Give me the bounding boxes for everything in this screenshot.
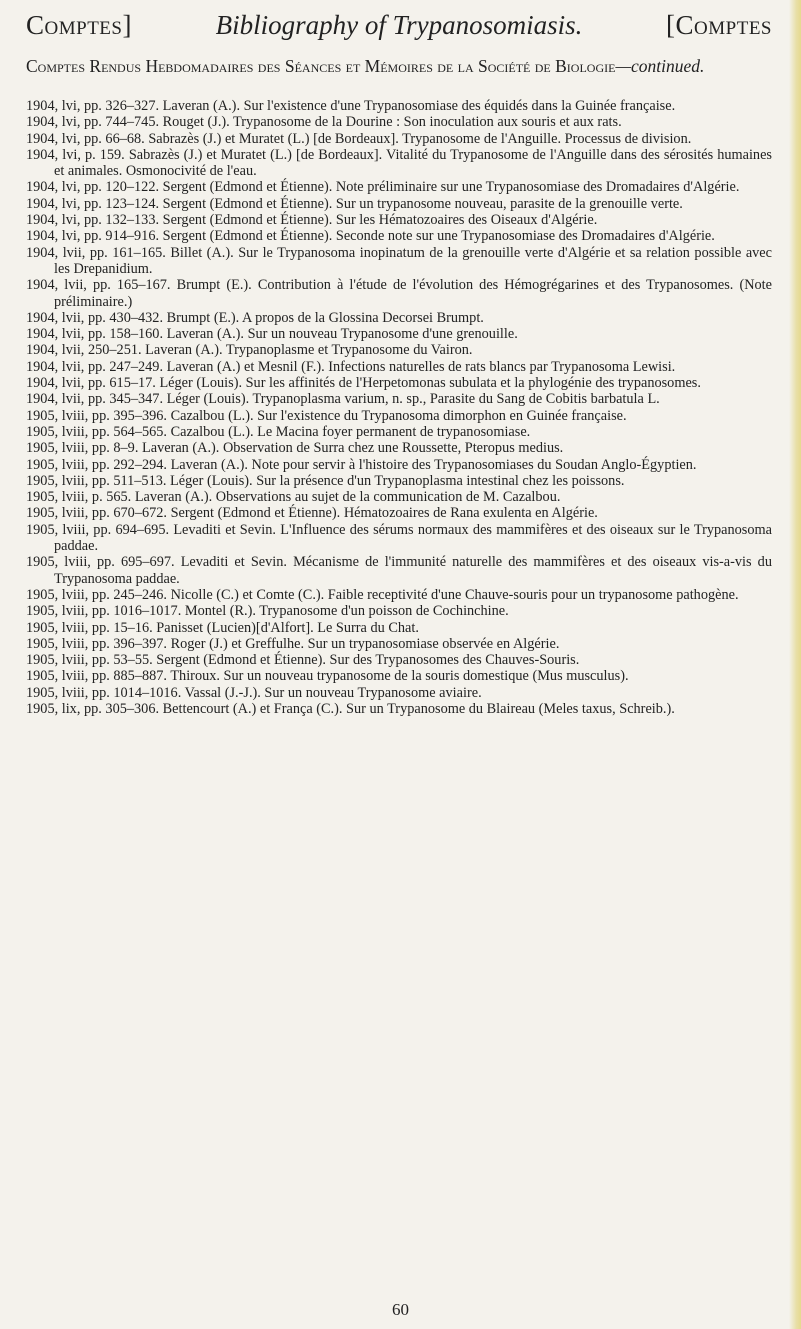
bibliography-entry <box>26 375 772 391</box>
entry-text: Sergent (Edmond et Étienne). Sur les Hématozoaires des Oiseaux d'Algérie. <box>162 212 598 229</box>
entry-citation: 1904, lvii, pp. 158–160. <box>26 326 164 343</box>
entry-citation: 1905, lviii, p. 565. <box>26 489 132 506</box>
entry-citation: 1904, lvii, pp. 161–165. <box>26 244 166 261</box>
entry-citation: 1905, lviii, pp. 395–396. <box>26 407 167 424</box>
entry-citation: 1904, lvi, pp. 120–122. <box>26 179 160 196</box>
entry-citation: 1905, lviii, pp. 1014–1016. <box>26 684 182 701</box>
entry-text: Laveran (A.). Sur un nouveau Trypanosome d'une grenouille. <box>166 326 518 343</box>
entry-text: Cazalbou (L.). Le Macina foyer permanent de trypanosomiase. <box>170 423 531 440</box>
entry-text: Léger (Louis). Trypanoplasma varium, n. sp., Parasite du Sang de Cobitis barbatula L. <box>166 391 660 408</box>
bibliography-entry <box>26 131 772 147</box>
entry-text: Brumpt (E.). Contribution à l'étude de l'évolution des Hémogrégarines et des Trypanosomes. (Note préliminaire.) <box>54 277 772 310</box>
entry-text: Laveran (A.). Observation de Surra chez une Roussette, Pteropus medius. <box>141 440 564 457</box>
entry-text: Levaditi et Sevin. L'Influence des sérums normaux des mammifères et des oiseaux sur le Trypanosoma paddae. <box>54 521 772 555</box>
entry-citation: 1904, lvi, pp. 326–327. <box>26 98 160 114</box>
entry-citation: 1904, lvii, pp. 165–167. <box>26 277 171 294</box>
bibliography-entry <box>26 277 772 310</box>
entry-citation: 1905, lviii, pp. 564–565. <box>26 423 167 440</box>
bibliography-entry <box>26 554 772 587</box>
entry-citation: 1905, lviii, pp. 15–16. <box>26 619 153 636</box>
entry-text: Sergent (Edmond et Étienne). Note préliminaire sur une Trypanosomiase des Dromadaires d'Algérie. <box>162 179 740 196</box>
entry-citation: 1905, lviii, pp. 694–695. <box>26 521 170 538</box>
bibliography-entry <box>26 326 772 342</box>
entry-citation: 1904, lvii, pp. 615–17. <box>26 375 156 392</box>
bibliography-entry <box>26 228 772 244</box>
entry-citation: 1905, lviii, pp. 245–246. <box>26 586 167 603</box>
entry-citation: 1904, lvi, pp. 66–68. <box>26 130 145 147</box>
entry-text: Montel (R.). Trypanosome d'un poisson de Cochinchine. <box>184 603 509 620</box>
entry-citation: 1905, lix, pp. 305–306. <box>26 700 160 717</box>
bibliography-entry <box>26 408 772 424</box>
entry-citation: 1904, lvi, pp. 914–916. <box>26 228 160 245</box>
entry-text: Rouget (J.). Trypanosome de la Dourine : Son inoculation aux souris et aux rats. <box>162 114 622 131</box>
bibliography-entry <box>26 603 772 619</box>
bibliography-entry <box>26 310 772 326</box>
section-continued: —continued. <box>615 56 705 76</box>
bibliography-entry <box>26 440 772 456</box>
entry-citation: 1905, lviii, pp. 53–55. <box>26 652 153 669</box>
page-edge <box>789 0 801 1329</box>
entry-text: Laveran (A.). Observations au sujet de la communication de M. Cazalbou. <box>134 489 561 506</box>
entry-text: Levaditi et Sevin. Mécanisme de l'immunité naturelle des mammifères et des oiseaux vis-a-vis du Trypanosoma paddae. <box>54 554 772 587</box>
entry-text: Laveran (A.). Trypanoplasme et Trypanosome du Vairon. <box>145 342 473 359</box>
entry-text: Sabrazès (J.) et Muratet (L.) [de Bordeaux]. Vitalité du Trypanosome de l'Anguille dans des sérosités humaines et animales. Osmonocivité de l'eau. <box>54 146 772 180</box>
bibliography-list <box>26 98 772 717</box>
entry-citation: 1905, lviii, pp. 292–294. <box>26 456 167 473</box>
bibliography-entry <box>26 424 772 440</box>
entry-text: Bettencourt (A.) et França (C.). Sur un Trypanosome du Blaireau (Meles taxus, Schreib.). <box>162 700 675 717</box>
entry-citation: 1904, lvi, pp. 132–133. <box>26 212 160 229</box>
entry-text: Brumpt (E.). A propos de la Glossina Decorsei Brumpt. <box>166 309 484 326</box>
bibliography-entry <box>26 212 772 228</box>
bibliography-entry <box>26 701 772 717</box>
header-title: Bibliography of Trypanosomiasis. <box>215 10 583 40</box>
entry-text: Léger (Louis). Sur la présence d'un Trypanoplasma intestinal chez les poissons. <box>170 472 625 489</box>
bibliography-entry <box>26 652 772 668</box>
bibliography-entry <box>26 359 772 375</box>
entry-citation: 1904, lvi, pp. 744–745. <box>26 114 160 131</box>
entry-citation: 1904, lvii, pp. 247–249. <box>26 358 164 375</box>
entry-text: Panisset (Lucien)[d'Alfort]. Le Surra du Chat. <box>156 619 419 636</box>
bibliography-entry <box>26 147 772 180</box>
page-number: 60 <box>392 1300 409 1319</box>
entry-citation: 1905, lviii, pp. 511–513. <box>26 472 167 489</box>
bibliography-entry <box>26 685 772 701</box>
entry-citation: 1904, lvii, pp. 345–347. <box>26 391 164 408</box>
bibliography-entry <box>26 505 772 521</box>
entry-text: Sergent (Edmond et Étienne). Sur des Trypanosomes des Chauves-Souris. <box>156 652 580 669</box>
entry-citation: 1904, lvii, 250–251. <box>26 342 142 359</box>
bibliography-entry <box>26 457 772 473</box>
entry-text: Nicolle (C.) et Comte (C.). Faible receptivité d'une Chauve-souris pour un trypanosome pathogène. <box>170 586 739 603</box>
entry-citation: 1905, lviii, pp. 1016–1017. <box>26 603 182 620</box>
entry-citation: 1904, lvii, pp. 430–432. <box>26 309 164 326</box>
bibliography-entry <box>26 245 772 278</box>
entry-citation: 1904, lvi, pp. 123–124. <box>26 195 160 212</box>
entry-text: Cazalbou (L.). Sur l'existence du Trypanosoma dimorphon en Guinée française. <box>170 407 627 424</box>
bibliography-entry <box>26 391 772 407</box>
entry-citation: 1905, lviii, pp. 885–887. <box>26 668 167 685</box>
bibliography-entry <box>26 473 772 489</box>
bibliography-entry <box>26 620 772 636</box>
bibliography-entry <box>26 179 772 195</box>
entry-citation: 1905, lviii, pp. 695–697. <box>26 554 175 571</box>
entry-text: Roger (J.) et Greffulhe. Sur un trypanosomiase observée en Algérie. <box>170 635 560 652</box>
bibliography-entry <box>26 196 772 212</box>
header-left: Comptes] <box>26 10 132 40</box>
section-title: Comptes Rendus Hebdomadaires des Séances et Mémoires de la Société de Biologie <box>26 56 616 76</box>
entry-text: Sergent (Edmond et Étienne). Sur un trypanosome nouveau, parasite de la grenouille verte. <box>162 195 683 212</box>
section-heading <box>26 55 772 77</box>
entry-text: Laveran (A.). Sur l'existence d'une Trypanosomiase des équidés dans la Guinée française. <box>162 98 676 114</box>
entry-citation: 1905, lviii, pp. 8–9. <box>26 440 139 457</box>
entry-text: Laveran (A.). Note pour servir à l'histoire des Trypanosomiases du Soudan Anglo-Égyptien. <box>170 456 697 473</box>
bibliography-entry <box>26 342 772 358</box>
bibliography-entry <box>26 636 772 652</box>
entry-text: Sergent (Edmond et Étienne). Hématozoaires de Rana exulenta en Algérie. <box>170 505 598 522</box>
entry-citation: 1905, lviii, pp. 670–672. <box>26 505 167 522</box>
bibliography-entry <box>26 489 772 505</box>
entry-text: Sabrazès (J.) et Muratet (L.) [de Bordeaux]. Trypanosome de l'Anguille. Processus de division. <box>148 130 692 147</box>
entry-text: Laveran (A.) et Mesnil (F.). Infections naturelles de rats blancs par Trypanosoma Lewisi. <box>166 358 676 375</box>
entry-text: Thiroux. Sur un nouveau trypanosome de la souris domestique (Mus musculus). <box>170 668 629 685</box>
running-header <box>26 8 772 42</box>
entry-text: Vassal (J.-J.). Sur un nouveau Trypanosome aviaire. <box>184 684 482 701</box>
entry-citation: 1905, lviii, pp. 396–397. <box>26 635 167 652</box>
bibliography-entry <box>26 668 772 684</box>
entry-citation: 1904, lvi, p. 159. <box>26 146 125 163</box>
entry-text: Léger (Louis). Sur les affinités de l'Herpetomonas subulata et la phylogénie des trypanosomes. <box>159 375 701 392</box>
bibliography-entry <box>26 98 772 114</box>
entry-text: Billet (A.). Sur le Trypanosoma inopinatum de la grenouille verte d'Algérie et sa relation possible avec les Drepanidium. <box>54 244 773 277</box>
bibliography-entry <box>26 522 772 555</box>
header-right: [Comptes <box>666 10 772 40</box>
bibliography-entry <box>26 587 772 603</box>
entry-text: Sergent (Edmond et Étienne). Seconde note sur une Trypanosomiase des Dromadaires d'Algérie. <box>162 228 715 245</box>
bibliography-entry <box>26 114 772 130</box>
